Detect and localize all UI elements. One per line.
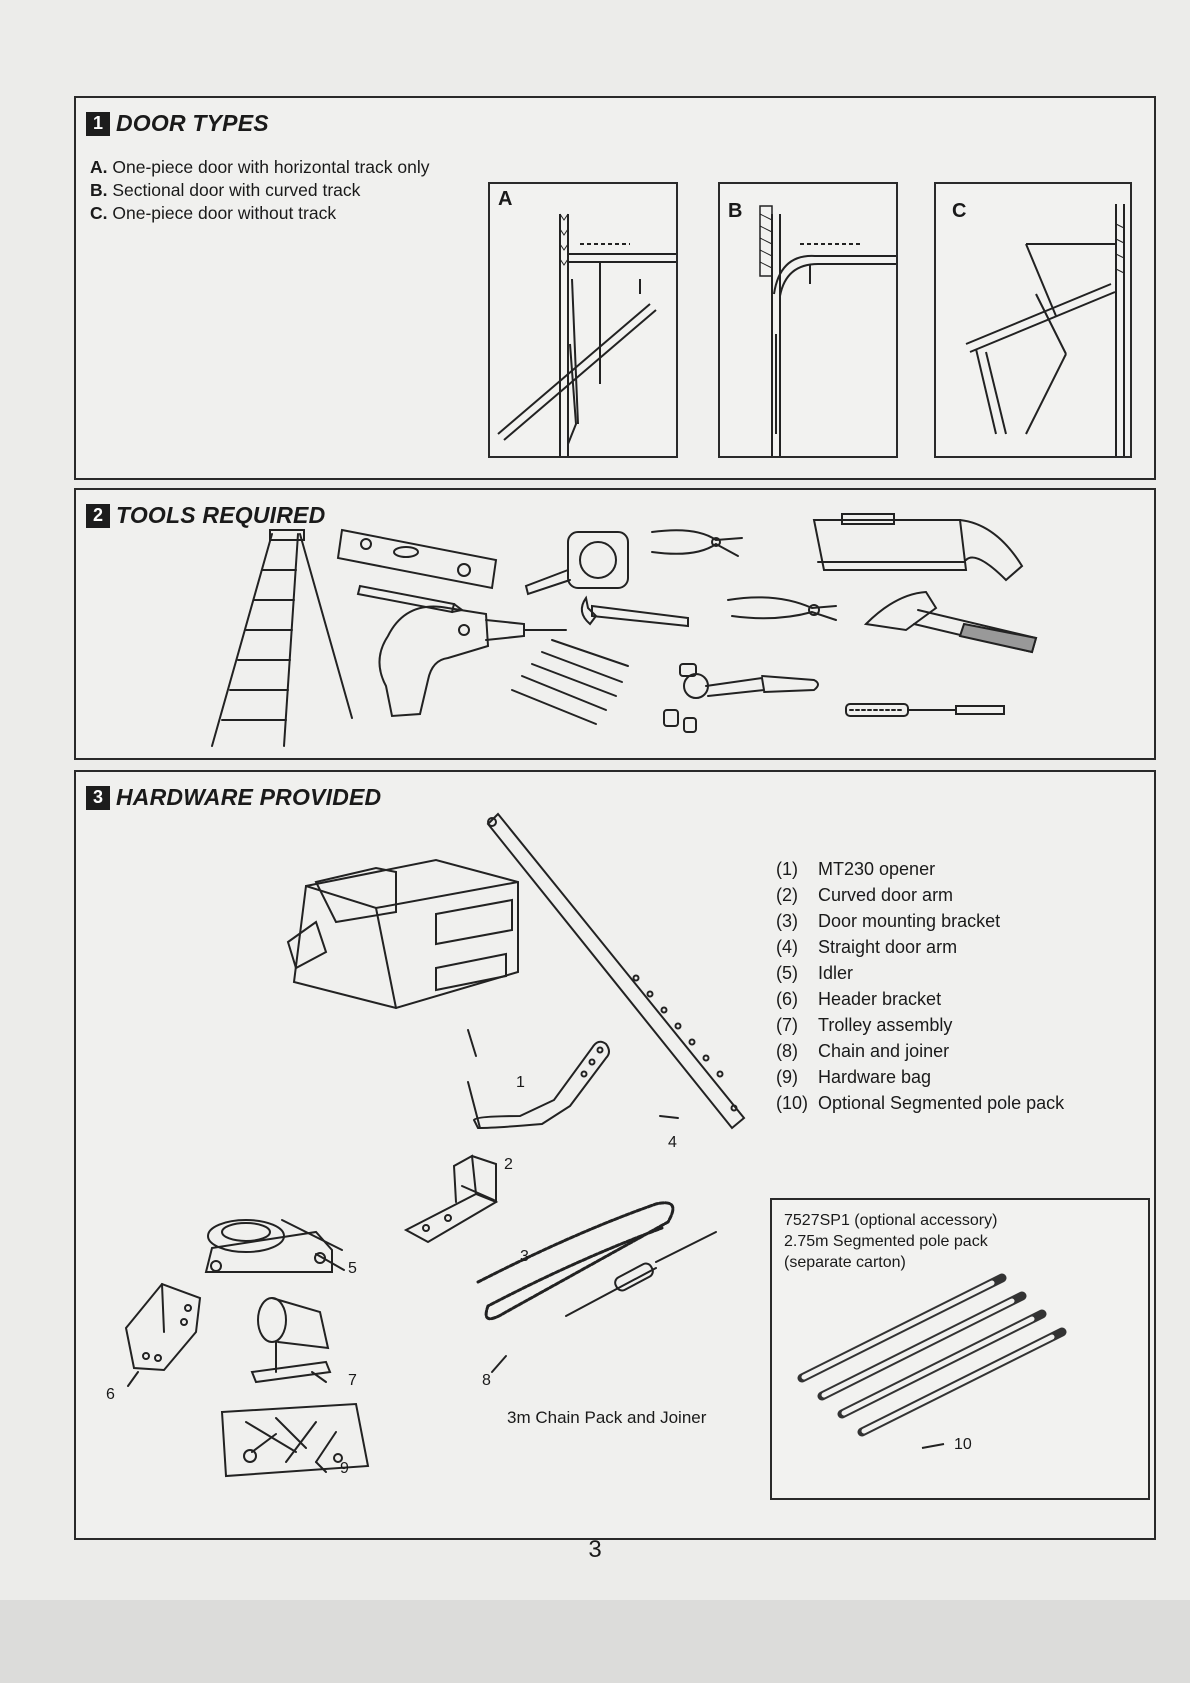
diagram-label: B bbox=[728, 200, 743, 222]
curved-door-arm-icon bbox=[474, 1042, 609, 1128]
page-number: 3 bbox=[588, 1536, 602, 1563]
hardware-list-item: (6) Header bracket bbox=[776, 989, 942, 1009]
section-title: DOOR TYPES bbox=[116, 110, 269, 136]
door-diagram-a bbox=[488, 182, 678, 458]
hardware-list-item: (5) Idler bbox=[776, 963, 854, 983]
hardware-list-item: (8) Chain and joiner bbox=[776, 1041, 950, 1061]
hardware-list-item: (10) Optional Segmented pole pack bbox=[776, 1093, 1065, 1113]
callout-label: 4 bbox=[668, 1134, 677, 1151]
section-title: TOOLS REQUIRED bbox=[116, 502, 326, 528]
door-types-header bbox=[86, 110, 269, 137]
callout-label: 1 bbox=[516, 1074, 525, 1091]
door-types-section bbox=[74, 96, 1156, 480]
hardware-list-item: (7) Trolley assembly bbox=[776, 1015, 953, 1035]
door-type-item: C. One-piece door without track bbox=[90, 203, 337, 223]
hardware-list-item: (9) Hardware bag bbox=[776, 1067, 932, 1087]
adjustable-spanner-icon bbox=[582, 598, 688, 626]
screwdriver-icon bbox=[846, 704, 1004, 716]
chain-icon bbox=[478, 1203, 673, 1319]
trolley-assembly-icon bbox=[252, 1298, 330, 1382]
spirit-level-icon bbox=[338, 530, 496, 588]
callout-label: 8 bbox=[482, 1372, 491, 1389]
hardware-list-item: (2) Curved door arm bbox=[776, 885, 954, 905]
hardware-list bbox=[776, 856, 1064, 1116]
tools-required-section bbox=[74, 488, 1156, 760]
section-number-badge: 1 bbox=[86, 112, 110, 136]
ladder-icon bbox=[212, 530, 352, 746]
callout-label: 7 bbox=[348, 1372, 357, 1389]
hardware-list-item: (3) Door mounting bracket bbox=[776, 911, 1001, 931]
diagram-label: C bbox=[952, 200, 967, 222]
chain-joiner-icon bbox=[566, 1232, 716, 1316]
callout-label: 5 bbox=[348, 1260, 357, 1277]
door-diagram-c bbox=[934, 182, 1132, 458]
wire-cutters-icon bbox=[652, 530, 742, 556]
ratchet-icon bbox=[684, 674, 818, 698]
door-c-illustration bbox=[936, 184, 1130, 456]
callout-label: 6 bbox=[106, 1386, 115, 1403]
page-bottom-shadow bbox=[0, 1600, 1190, 1683]
door-b-illustration bbox=[720, 184, 896, 456]
straight-door-arm-icon bbox=[488, 814, 744, 1128]
door-type-item: B. Sectional door with curved track bbox=[90, 180, 361, 200]
optional-accessory-box bbox=[770, 1198, 1150, 1500]
tools-illustration bbox=[76, 490, 1154, 758]
chain-pack-caption: 3m Chain Pack and Joiner bbox=[507, 1408, 707, 1427]
callout-label: 2 bbox=[504, 1156, 513, 1173]
callout-label: 9 bbox=[340, 1460, 349, 1477]
door-type-item: A. One-piece door with horizontal track only bbox=[90, 157, 430, 177]
door-types-list bbox=[90, 156, 429, 225]
hardware-provided-section bbox=[74, 770, 1156, 1540]
drill-bits-icon bbox=[512, 640, 628, 724]
opener-motor-icon bbox=[288, 860, 518, 1008]
pliers-icon bbox=[728, 597, 836, 620]
hammer-icon bbox=[866, 592, 1036, 652]
section-number-badge: 2 bbox=[86, 504, 110, 528]
callout-label: 3 bbox=[520, 1248, 529, 1265]
door-a-illustration bbox=[490, 184, 676, 456]
hacksaw-icon bbox=[814, 514, 1022, 580]
callout-label: 10 bbox=[954, 1436, 972, 1453]
idler-pulley-icon bbox=[206, 1220, 342, 1272]
tape-measure-icon bbox=[526, 532, 628, 594]
diagram-label: A bbox=[498, 188, 513, 210]
door-diagram-b bbox=[718, 182, 898, 458]
optional-accessory-text: 7527SP1 (optional accessory) 2.75m Segmented pole pack (separate carton) bbox=[784, 1212, 998, 1271]
hardware-list-item: (4) Straight door arm bbox=[776, 937, 958, 957]
header-bracket-icon bbox=[126, 1284, 200, 1370]
hardware-list-item: (1) MT230 opener bbox=[776, 859, 936, 879]
section-number-badge: 3 bbox=[86, 786, 110, 810]
door-mounting-bracket-icon bbox=[406, 1156, 496, 1242]
section-title: HARDWARE PROVIDED bbox=[116, 784, 382, 810]
